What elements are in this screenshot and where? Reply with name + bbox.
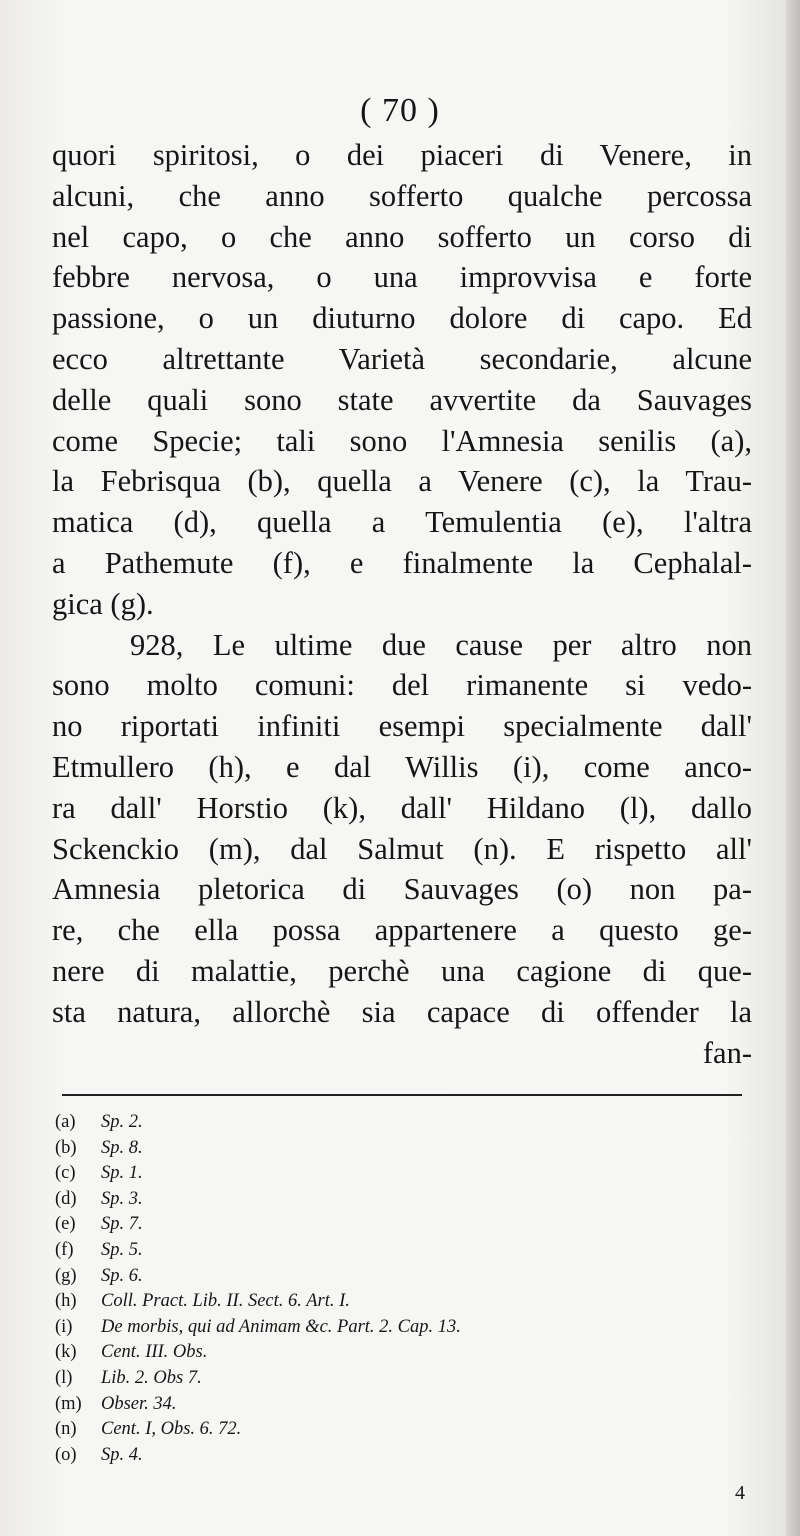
text-line: Sckenckio (m), dal Salmut (n). E rispetto all' <box>52 831 752 866</box>
footnote-mark: (f) <box>55 1239 74 1260</box>
text-line: no riportati infiniti esempi specialmente dall' <box>52 709 752 744</box>
text-line: matica (d), quella a Temulentia (e), l'altra <box>52 505 752 540</box>
footnote <box>55 1212 755 1238</box>
text-line: sono molto comuni: del rimanente si vedo- <box>52 668 752 703</box>
signature-mark: 4 <box>735 1482 745 1504</box>
footnote <box>55 1366 755 1392</box>
paragraph-start-line: 928, Le ultime due cause per altro non <box>130 627 752 662</box>
catchword: fan- <box>702 1035 752 1070</box>
body-text <box>52 135 752 1073</box>
text-line: re, che ella possa appartenere a questo ge- <box>52 913 752 948</box>
footnote-mark: (m) <box>55 1393 82 1414</box>
footnotes <box>55 1110 755 1468</box>
text-line: gica (g). <box>52 586 154 621</box>
text-line: quori spiritosi, o dei piaceri di Venere, in <box>52 138 752 172</box>
footnote-text: Sp. 1. <box>101 1163 143 1184</box>
footnote <box>55 1417 755 1443</box>
text-line: ra dall' Horstio (k), dall' Hildano (l), dallo <box>52 790 752 825</box>
page-number-header: ( 70 ) <box>360 92 440 129</box>
footnote <box>55 1238 755 1264</box>
footnote-mark: (a) <box>55 1112 76 1132</box>
footnote-text: Sp. 7. <box>101 1214 143 1235</box>
text-line: come Specie; tali sono l'Amnesia senilis (a), <box>52 423 752 458</box>
footnote-divider <box>62 1094 742 1096</box>
footnote-text: De morbis, qui ad Animam &c. Part. 2. Cap. 13. <box>101 1316 461 1337</box>
footnote <box>55 1340 755 1366</box>
footnote-text: Sp. 8. <box>101 1137 143 1158</box>
page-edge-shadow <box>786 0 800 1536</box>
text-line: delle quali sono state avvertite da Sauvages <box>52 382 752 417</box>
text-line: sta natura, allorchè sia capace di offender la <box>52 994 752 1029</box>
footnote-text: Cent. III. Obs. <box>101 1342 208 1363</box>
text-line: Etmullero (h), e dal Willis (i), come anco- <box>52 749 752 784</box>
footnote <box>55 1315 755 1341</box>
footnote-mark: (c) <box>55 1163 76 1184</box>
footnote <box>55 1392 755 1418</box>
footnote-mark: (h) <box>55 1291 77 1312</box>
footnote-mark: (b) <box>55 1137 77 1158</box>
footnote-text: Sp. 4. <box>101 1444 143 1465</box>
footnote <box>55 1110 755 1136</box>
footnote-mark: (l) <box>55 1367 73 1388</box>
footnote <box>55 1264 755 1290</box>
footnote <box>55 1289 755 1315</box>
footnote-mark: (e) <box>55 1214 76 1235</box>
footnote <box>55 1187 755 1213</box>
footnote <box>55 1161 755 1187</box>
footnote-mark: (o) <box>55 1444 77 1465</box>
footnote <box>55 1443 755 1469</box>
text-line: Amnesia pletorica di Sauvages (o) non pa- <box>52 872 752 907</box>
footnote-text: Sp. 3. <box>101 1188 143 1209</box>
footnote-text: Sp. 2. <box>101 1112 143 1132</box>
footnote-text: Lib. 2. Obs 7. <box>101 1367 202 1388</box>
footnote-text: Sp. 6. <box>101 1265 143 1286</box>
footnote-mark: (n) <box>55 1419 77 1440</box>
footnote <box>55 1136 755 1162</box>
text-line: nere di malattie, perchè una cagione di que- <box>52 953 752 988</box>
text-line: la Febrisqua (b), quella a Venere (c), la Trau- <box>52 464 752 499</box>
text-line: febbre nervosa, o una improvvisa e forte <box>52 260 752 295</box>
footnote-text: Obser. 34. <box>101 1393 177 1414</box>
footnote-mark: (k) <box>55 1342 77 1363</box>
footnote-text: Cent. I, Obs. 6. 72. <box>101 1419 242 1440</box>
footnote-mark: (i) <box>55 1316 73 1337</box>
text-line: passione, o un diuturno dolore di capo. Ed <box>52 301 752 336</box>
footnote-text: Sp. 5. <box>101 1239 143 1260</box>
text-line: a Pathemute (f), e finalmente la Cephalal- <box>52 545 752 580</box>
footnote-mark: (d) <box>55 1188 77 1209</box>
footnote-text: Coll. Pract. Lib. II. Sect. 6. Art. I. <box>101 1291 350 1312</box>
text-line: nel capo, o che anno sofferto un corso di <box>52 219 752 254</box>
text-line: alcuni, che anno sofferto qualche percossa <box>52 178 752 213</box>
text-line: ecco altrettante Varietà secondarie, alcune <box>52 341 752 376</box>
footnote-mark: (g) <box>55 1265 77 1286</box>
